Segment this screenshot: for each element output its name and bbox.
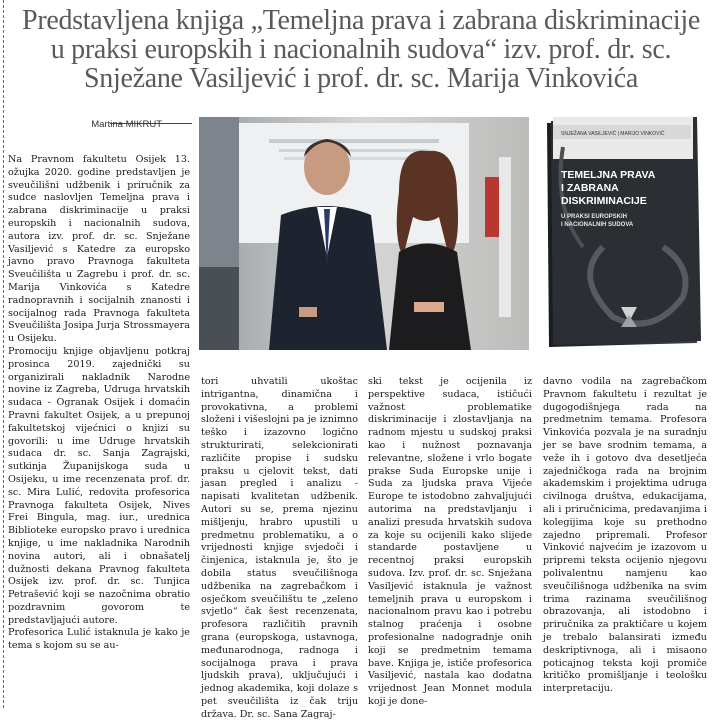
article-column-3 — [368, 376, 532, 709]
paragraph: Promociju knjige objavljenu potkraj prosinca 2019. zajednički su organizirali nakladnik Narodne novine iz Zagreba, Udruga hrvatskih sudaca - Ogranak Osijek i domaćin Pravni fakultet Osijek, a u prepunoj fakultetskoj vijećnici o knjizi su govorili: u ime Udruge hrvatskih sudaca dr. sc. Sanja Zagrajski, sutkinja Županijskoga suda u Osijeku, u ime recenzenata prof. dr. sc. Mira Lulić, redovita profesorica Pravnoga fakulteta Osijek, Nives Frei Bingula, mag. iur., urednica Biblioteke europsko pravo i urednica knjige, u ime nakladnika Narodnih novina autori, ali i obnašatelj dužnosti dekana Pravnog fakulteta Osijek izv. prof. dr. sc. Tunjica Petrašević koji se nazočnima obratio pozdravnim govorom te predstavljajući autore. — [8, 345, 190, 626]
book-cover-image — [543, 117, 705, 349]
paragraph: Na Pravnom fakultetu Osijek 13. ožujka 2020. godine predstavljen je sveučilišni udžbenik i priručnik za sudce naslovljen Temeljna prava i zabrana diskriminacije u praksi europskih i nacionalnih sudova, autora izv. prof. dr. sc. Snježane Vasiljević s Katedre za europsko javno pravo Pravnoga fakulteta Sveučilišta u Zagrebu i prof. dr. sc. Marija Vinkovića s Katedre radnopravnih i socijalnih znanosti i socijalnog rada Pravnoga fakulteta Sveučilišta Josipa Jurja Strossmayera u Osijeku. — [8, 154, 190, 345]
paragraph: Profesorica Lulić istaknula je kako je tema s kojom su se au- — [8, 627, 190, 652]
book-cover-title-line-2: I ZABRANA — [561, 182, 619, 194]
book-cover-subtitle-line-2: I NACIONALNIH SUDOVA — [561, 222, 634, 228]
author-byline: Martina MIKRUT — [91, 119, 162, 130]
article-column-4 — [543, 376, 707, 696]
presenters-photo — [199, 117, 529, 350]
paragraph: davno vodila na zagrebačkom Pravnom fakultetu i rezultat je dugogodišnjega rada na predmetnim temama. Profesora Vinkovića pozvala je na suradnju jer se bave srodnim temama, a veže ih i gotovo dva desetljeća zajedničkoga rada na brojnim akademskim i projektima udruga civilnoga društva, edukacijama, ali i priručnicima, predavanjima i kolegijima koje su prethodno zajedno pripremali. Profesor Vinković najvećim je izazovom u pripremi teksta ocijenio njegovu polivalentnu namjenu kao sveučilišnoga udžbenika na svim trima razinama sveučilišnog obrazovanja, ali istodobno i priručnika za praktičare u kojem je trebalo balansirati između deskriptivnoga, ali i misaono poticajnog teksta koji promiče kritičko promišljanje i teološku interpretaciju. — [543, 376, 707, 695]
presenters-photo-illustration — [199, 117, 529, 350]
book-cover-title-line-1: TEMELJNA PRAVA — [561, 169, 656, 181]
book-cover-authors: SNJEŽANA VASILJEVIĆ | MARIJO VINKOVIĆ — [561, 131, 665, 137]
article-column-1 — [8, 154, 190, 653]
dashed-cut-line — [3, 0, 4, 708]
article-column-2 — [201, 376, 358, 722]
book-cover-title-line-3: DISKRIMINACIJE — [561, 195, 647, 207]
paragraph: tori uhvatili ukoštac intrigantna, dinamična i provokativna, a problemi složeni i višeslojni pa je iznimno teško i izazovno logično strukturirati, selekcionirati različite propise i sudsku praksu u cjelovit tekst, dati jasan pregled i analizu - napisati kvalitetan udžbenik. Autori su se, prema njezinu mišljenju, hrabro upustili u predmetnu problematiku, a o vrijednosti knjige svjedoči i činjenica, istaknula je, što je dobila status sveučilišnoga udžbenika na zagrebačkom i osječkom sveučilištu te „zeleno svjetlo“ čak šest recenzenata, profesora različitih pravnih grana (europskoga, ustavnoga, međunarodnoga, radnoga i socijalnoga prava i prava ljudskih prava), uključujući i jednog akademika, koji dolaze s pet sveučilišta iz čak triju država. Dr. sc. Sana Zagraj- — [201, 376, 358, 720]
book-cover-illustration — [543, 117, 705, 349]
book-cover-subtitle-line-1: U PRAKSI EUROPSKIH — [561, 214, 628, 220]
article-headline: Predstavljena knjiga „Temeljna prava i zabrana diskriminacije u praksi europskih i nacionalnih sudova“ izv. prof. dr. sc. Snježane Vasiljević i prof. dr. sc. Marija Vinkovića — [22, 5, 700, 94]
paragraph: ski tekst je ocijenila iz perspektive sudaca, ističući važnost problematike diskriminacije i zlostavljanja na radnom mjestu u sudskoj praksi kao i nužnost poznavanja relevantne, složene i vrlo bogate prakse Suda Europske unije i Suda za ljudska prava Vijeće Europe te istodobno zahvaljujući autorima na predstavljanju i analizi presuda hrvatskih sudova za koje su ocijenili kako slijede standarde postavljene u recentnoj praksi europskih sudova. Izv. prof. dr. sc. Snježana Vasiljević istaknula je važnost temeljnih prava u europskom i nacionalnom pravu kao i potrebu stalnog praćenja i osobne profesionalne nadogradnje onih koji se predmetnim temama bave. Knjiga je, ističe profesorica Vasiljević, nastala kao dodatna vrijednost Jean Monnet modula koji je done- — [368, 376, 532, 707]
